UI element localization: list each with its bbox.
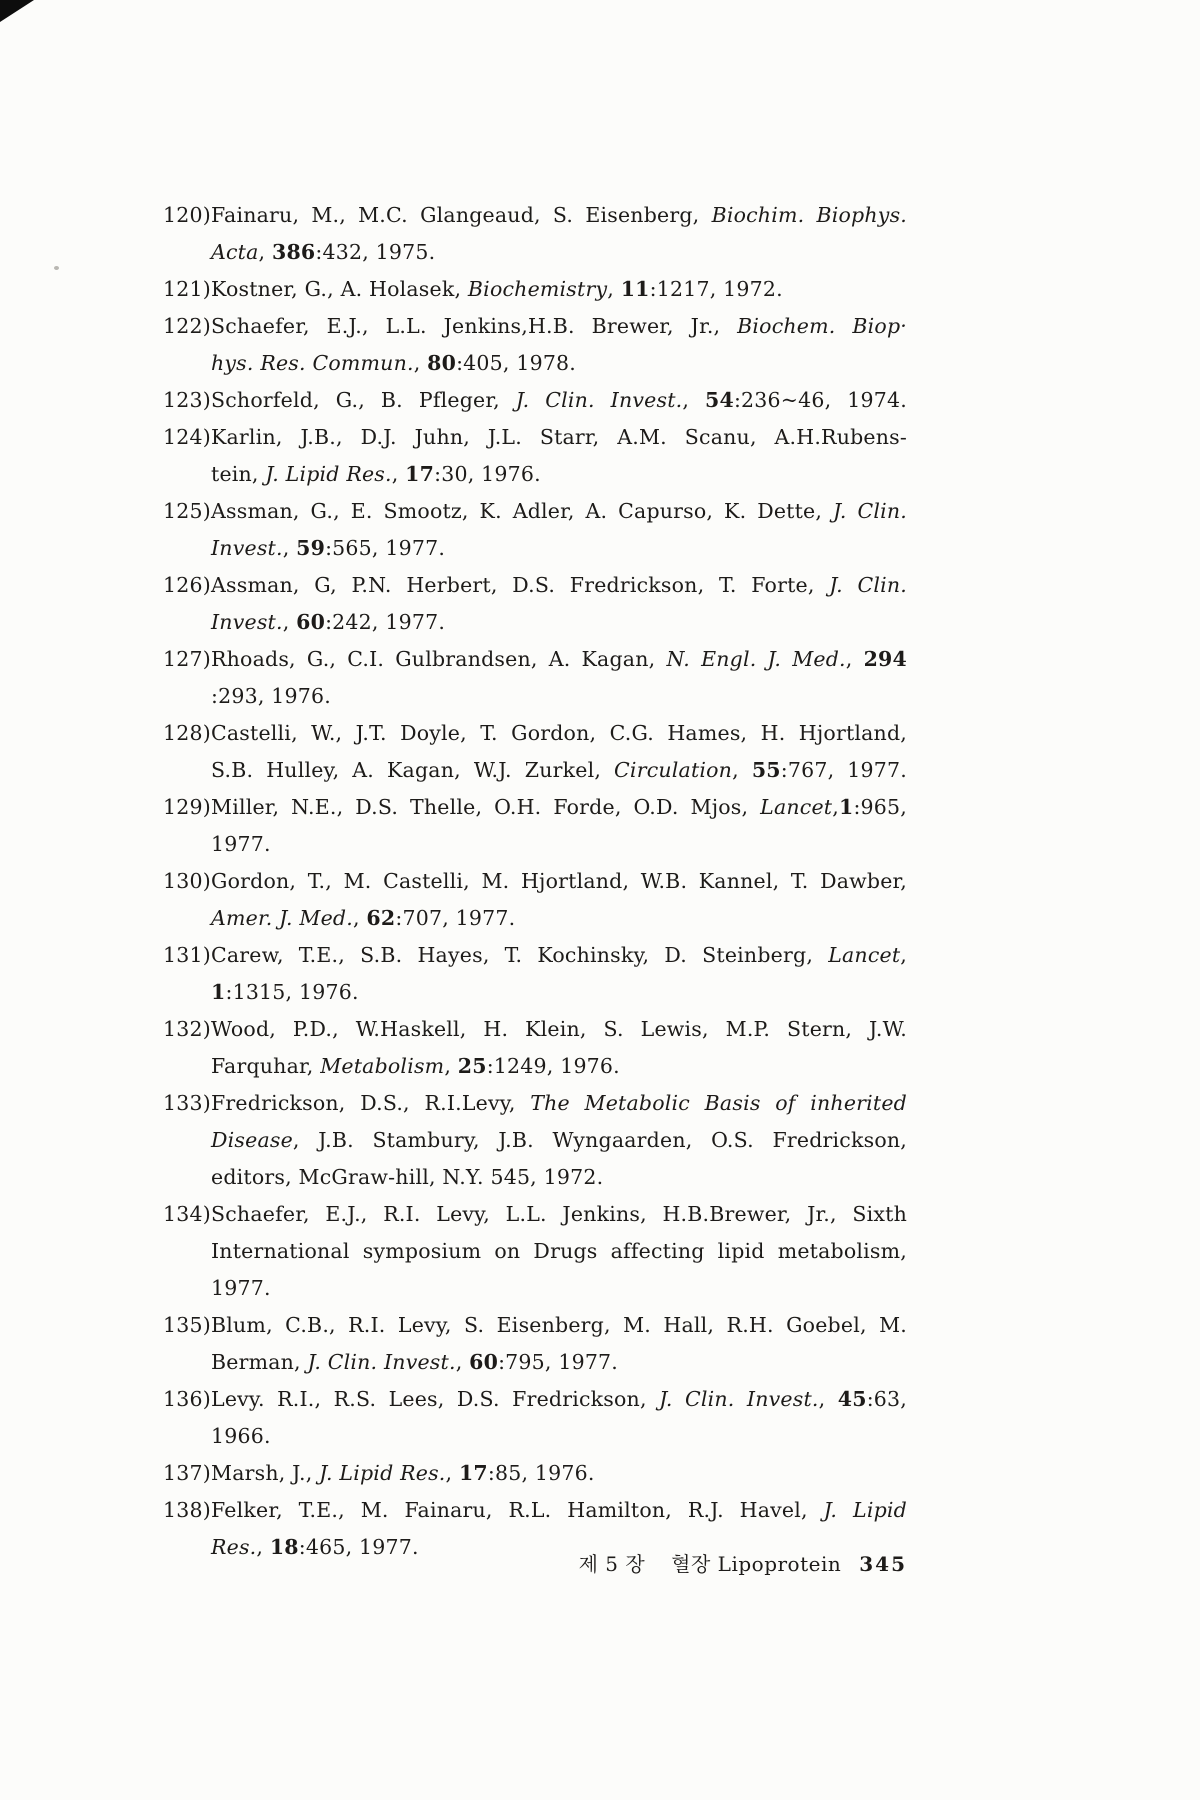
reference-line (211, 1381, 907, 1418)
reference-item (163, 567, 907, 641)
reference-item (163, 493, 907, 567)
footer-chapter-label: 제 5 장 (578, 1552, 646, 1576)
reference-item (163, 937, 907, 1011)
reference-text-segment: 18 (269, 1535, 299, 1559)
reference-line (211, 1122, 907, 1159)
reference-text-segment: , (732, 758, 752, 782)
reference-item (163, 271, 907, 308)
reference-item (163, 641, 907, 715)
reference-text-segment: 294 (863, 647, 907, 671)
reference-text-segment: J. Lipid Res. (319, 1461, 446, 1485)
reference-text-segment: :63, (866, 1387, 907, 1411)
reference-item (163, 1455, 907, 1492)
reference-text-segment: Lancet (760, 795, 833, 819)
reference-item (163, 1196, 907, 1307)
reference-text-segment: Blum, C.B., R.I. Levy, S. Eisenberg, M. Hall, R.H. Goebel, M. (211, 1313, 907, 1337)
reference-number: 130) (163, 869, 211, 893)
reference-line (211, 789, 907, 826)
reference-item (163, 197, 907, 271)
reference-line (211, 271, 907, 308)
reference-text-segment: , (445, 1461, 459, 1485)
reference-line (211, 493, 907, 530)
reference-text-segment: :965, (853, 795, 907, 819)
reference-line (211, 715, 907, 752)
reference-body (211, 1307, 907, 1381)
reference-text-segment: :405, 1978. (456, 351, 577, 375)
reference-item (163, 715, 907, 789)
reference-text-segment: Res. (211, 1535, 257, 1559)
reference-text-segment: 54 (705, 388, 734, 412)
reference-number: 136) (163, 1387, 211, 1411)
reference-text-segment: Fredrickson, D.S., R.I.Levy, (211, 1091, 531, 1115)
reference-text-segment: Amer. J. Med. (211, 906, 353, 930)
reference-text-segment: 45 (837, 1387, 867, 1411)
reference-text-segment: 1966. (211, 1424, 271, 1448)
reference-text-segment: 59 (296, 536, 326, 560)
reference-line (211, 752, 907, 789)
reference-body (211, 1196, 907, 1307)
reference-body (211, 419, 907, 493)
reference-text-segment: Schaefer, E.J., R.I. Levy, L.L. Jenkins, H.B.Brewer, Jr., Sixth (211, 1202, 907, 1226)
scan-speck-artifact (54, 266, 59, 270)
reference-item (163, 1011, 907, 1085)
reference-text-segment: 386 (271, 240, 316, 264)
reference-line (211, 826, 907, 863)
reference-text-segment: , (607, 277, 621, 301)
reference-text-segment: 62 (366, 906, 396, 930)
reference-line (211, 530, 907, 567)
footer-section-title: 혈장 Lipoprotein (671, 1552, 842, 1576)
reference-text-segment: , (282, 536, 297, 560)
reference-text-segment: Miller, N.E., D.S. Thelle, O.H. Forde, O.D. Mjos, (211, 795, 761, 819)
reference-text-segment: :565, 1977. (325, 536, 446, 560)
reference-text-segment: Biochem. Biop· (737, 314, 907, 338)
reference-number: 135) (163, 1313, 211, 1337)
scan-corner-artifact (0, 0, 34, 22)
reference-line (211, 1085, 907, 1122)
reference-body (211, 271, 907, 308)
reference-text-segment: N. Engl. J. Med. (666, 647, 846, 671)
reference-body (211, 1011, 907, 1085)
reference-line (211, 974, 907, 1011)
reference-number: 131) (163, 943, 211, 967)
reference-body (211, 641, 907, 715)
reference-text-segment: Biochemistry (467, 277, 608, 301)
reference-text-segment: , (845, 647, 864, 671)
reference-text-segment: , (391, 462, 406, 486)
reference-text-segment: Assman, G, P.N. Herbert, D.S. Fredrickson, T. Forte, (211, 573, 830, 597)
reference-body (211, 1085, 907, 1196)
reference-item (163, 863, 907, 937)
reference-line (211, 641, 907, 678)
reference-text-segment: J. Clin. (829, 573, 907, 597)
reference-number: 137) (163, 1461, 211, 1485)
reference-line (211, 1455, 907, 1492)
reference-text-segment: 11 (620, 277, 650, 301)
reference-line (211, 1307, 907, 1344)
reference-number: 128) (163, 721, 211, 745)
reference-line (211, 382, 907, 419)
reference-text-segment: :236~46, 1974. (733, 388, 907, 412)
reference-text-segment: , (832, 795, 839, 819)
reference-text-segment: 17 (405, 462, 435, 486)
reference-text-segment: 1 (211, 980, 226, 1004)
reference-text-segment: J. Clin. Invest. (515, 388, 683, 412)
footer-page-number: 345 (859, 1552, 907, 1576)
reference-text-segment: 25 (457, 1054, 487, 1078)
reference-item (163, 1085, 907, 1196)
reference-text-segment: :1249, 1976. (486, 1054, 620, 1078)
reference-item (163, 1381, 907, 1455)
reference-text-segment: :1217, 1972. (649, 277, 783, 301)
reference-text-segment: :85, 1976. (487, 1461, 595, 1485)
reference-text-segment: Rhoads, G., C.I. Gulbrandsen, A. Kagan, (211, 647, 667, 671)
reference-line (211, 1196, 907, 1233)
reference-text-segment: Kostner, G., A. Holasek, (211, 277, 468, 301)
reference-text-segment: Assman, G., E. Smootz, K. Adler, A. Capurso, K. Dette, (211, 499, 834, 523)
reference-text-segment: 1977. (211, 832, 271, 856)
reference-text-segment: tein, (211, 462, 266, 486)
reference-body (211, 937, 907, 1011)
reference-body (211, 382, 907, 419)
reference-number: 138) (163, 1498, 211, 1522)
reference-text-segment: Fainaru, M., M.C. Glangeaud, S. Eisenberg, (211, 203, 712, 227)
reference-text-segment: Felker, T.E., M. Fainaru, R.L. Hamilton, R.J. Havel, (211, 1498, 824, 1522)
reference-line (211, 678, 907, 715)
reference-text-segment: Castelli, W., J.T. Doyle, T. Gordon, C.G. Hames, H. Hjortland, (211, 721, 907, 745)
reference-list (163, 197, 907, 1566)
reference-text-segment: Wood, P.D., W.Haskell, H. Klein, S. Lewis, M.P. Stern, J.W. (211, 1017, 907, 1041)
reference-text-segment: J. Clin. Invest. (659, 1387, 819, 1411)
reference-text-segment: :242, 1977. (325, 610, 446, 634)
reference-line (211, 345, 907, 382)
reference-line (211, 234, 907, 271)
reference-line (211, 308, 907, 345)
reference-text-segment: :1315, 1976. (225, 980, 359, 1004)
reference-text-segment: Disease (211, 1128, 293, 1152)
reference-body (211, 308, 907, 382)
reference-text-segment: , (900, 943, 907, 967)
reference-text-segment: The Metabolic Basis of inherited (530, 1091, 907, 1115)
reference-line (211, 1159, 907, 1196)
reference-text-segment: :707, 1977. (395, 906, 516, 930)
reference-text-segment: , (413, 351, 428, 375)
reference-text-segment: 55 (751, 758, 781, 782)
reference-body (211, 715, 907, 789)
reference-body (211, 1381, 907, 1455)
reference-text-segment: Biochim. Biophys. (711, 203, 907, 227)
reference-text-segment: :795, 1977. (498, 1350, 619, 1374)
reference-text-segment: editors, McGraw-hill, N.Y. 545, 1972. (211, 1165, 604, 1189)
reference-body (211, 493, 907, 567)
reference-number: 122) (163, 314, 211, 338)
reference-text-segment: J. Clin. (833, 499, 907, 523)
reference-number: 133) (163, 1091, 211, 1115)
reference-text-segment: Berman, (211, 1350, 308, 1374)
reference-text-segment: , (682, 388, 706, 412)
reference-text-segment: J. Lipid Res. (265, 462, 392, 486)
reference-body (211, 789, 907, 863)
reference-text-segment: :30, 1976. (434, 462, 541, 486)
reference-number: 129) (163, 795, 211, 819)
reference-item (163, 308, 907, 382)
reference-text-segment: 1 (838, 795, 854, 819)
reference-text-segment: Metabolism (320, 1054, 445, 1078)
reference-text-segment: Invest. (211, 610, 283, 634)
reference-body (211, 567, 907, 641)
reference-text-segment: :293, 1976. (211, 684, 331, 708)
reference-line (211, 1233, 907, 1307)
reference-text-segment: Gordon, T., M. Castelli, M. Hjortland, W.B. Kannel, T. Dawber, (211, 869, 907, 893)
reference-line (211, 456, 907, 493)
reference-number: 123) (163, 388, 211, 412)
reference-text-segment: :767, 1977. (780, 758, 907, 782)
reference-item (163, 382, 907, 419)
reference-number: 124) (163, 425, 211, 449)
reference-body (211, 863, 907, 937)
reference-text-segment: , (818, 1387, 838, 1411)
reference-text-segment: Schorfeld, G., B. Pfleger, (211, 388, 516, 412)
reference-text-segment: Lancet (828, 943, 901, 967)
reference-number: 120) (163, 203, 211, 227)
reference-text-segment: Circulation (614, 758, 733, 782)
reference-number: 134) (163, 1202, 211, 1226)
reference-line (211, 1048, 907, 1085)
reference-text-segment: Karlin, J.B., D.J. Juhn, J.L. Starr, A.M. Scanu, A.H.Rubens- (211, 425, 907, 449)
reference-line (211, 937, 907, 974)
reference-text-segment: 80 (427, 351, 457, 375)
reference-text-segment: , (258, 240, 272, 264)
reference-text-segment: 60 (469, 1350, 499, 1374)
reference-line (211, 604, 907, 641)
reference-text-segment: International symposium on Drugs affecting lipid metabolism, 1977. (211, 1239, 907, 1300)
reference-line (211, 1418, 907, 1455)
reference-number: 126) (163, 573, 211, 597)
reference-body (211, 1455, 907, 1492)
reference-number: 125) (163, 499, 211, 523)
reference-body (211, 197, 907, 271)
reference-text-segment: , (256, 1535, 270, 1559)
reference-text-segment: Invest. (211, 536, 283, 560)
reference-line (211, 863, 907, 900)
reference-text-segment: , (444, 1054, 458, 1078)
reference-item (163, 789, 907, 863)
reference-text-segment: 17 (458, 1461, 488, 1485)
reference-text-segment: , (282, 610, 297, 634)
page-footer (163, 1548, 907, 1577)
reference-text-segment: hys. Res. Commun. (211, 351, 414, 375)
reference-text-segment: Schaefer, E.J., L.L. Jenkins,H.B. Brewer, Jr., (211, 314, 738, 338)
reference-text-segment: Marsh, J., (211, 1461, 320, 1485)
reference-number: 121) (163, 277, 211, 301)
reference-text-segment: J. Lipid (823, 1498, 907, 1522)
reference-line (211, 1344, 907, 1381)
reference-number: 132) (163, 1017, 211, 1041)
reference-item (163, 1307, 907, 1381)
reference-text-segment: Acta (211, 240, 259, 264)
reference-text-segment: S.B. Hulley, A. Kagan, W.J. Zurkel, (211, 758, 615, 782)
reference-text-segment: , J.B. Stambury, J.B. Wyngaarden, O.S. Fredrickson, (292, 1128, 907, 1152)
reference-line (211, 567, 907, 604)
reference-line (211, 197, 907, 234)
reference-text-segment: Carew, T.E., S.B. Hayes, T. Kochinsky, D. Steinberg, (211, 943, 829, 967)
reference-text-segment: :465, 1977. (298, 1535, 419, 1559)
reference-text-segment: J. Clin. Invest. (307, 1350, 456, 1374)
reference-number: 127) (163, 647, 211, 671)
reference-text-segment: , (352, 906, 367, 930)
reference-text-segment: :432, 1975. (315, 240, 436, 264)
reference-line (211, 900, 907, 937)
reference-item (163, 419, 907, 493)
reference-text-segment: Farquhar, (211, 1054, 321, 1078)
reference-line (211, 1492, 907, 1529)
reference-text-segment: Levy. R.I., R.S. Lees, D.S. Fredrickson, (211, 1387, 660, 1411)
reference-text-segment: 60 (296, 610, 326, 634)
reference-line (211, 419, 907, 456)
reference-line (211, 1011, 907, 1048)
reference-text-segment: , (455, 1350, 470, 1374)
